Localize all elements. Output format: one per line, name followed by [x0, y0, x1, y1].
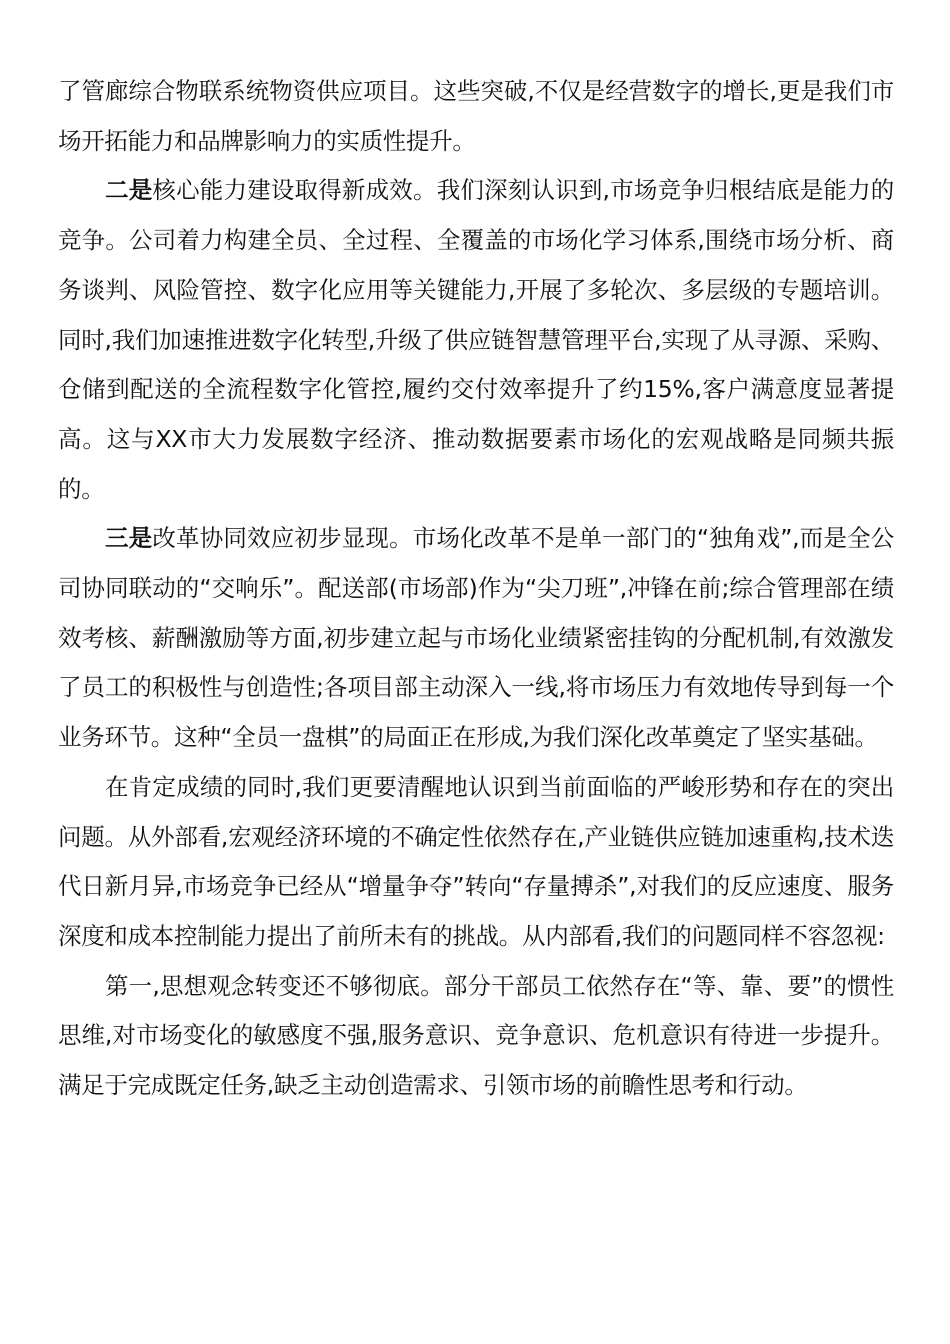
- paragraph-text: 核心能力建设取得新成效。我们深刻认识到,市场竞争归根结底是能力的竞争。公司着力构建全员、全过程、全覆盖的市场化学习体系,围绕市场分析、商务谈判、风险管控、数字化应用等关键能力,开展了多轮次、多层级的专题培训。同时,我们加速推进数字化转型,升级了供应链智慧管理平台,实现了从寻源、采购、仓储到配送的全流程数字化管控,履约交付效率提升了约15%,客户满意度显著提高。这与XX市大力发展数字经济、推动数据要素市场化的宏观战略是同频共振的。: [58, 176, 894, 503]
- document-body: [58, 67, 894, 1111]
- paragraph-challenges: [58, 763, 894, 962]
- paragraph-text: 改革协同效应初步显现。市场化改革不是单一部门的“独角戏”,而是全公司协同联动的“交响乐”。配送部(市场部)作为“尖刀班”,冲锋在前;综合管理部在绩效考核、薪酬激励等方面,初步建立起与市场化业绩紧密挂钩的分配机制,有效激发了员工的积极性与创造性;各项目部主动深入一线,将市场压力有效地传导到每一个业务环节。这种“全员一盘棋”的局面正在形成,为我们深化改革奠定了坚实基础。: [58, 524, 894, 752]
- paragraph-reform-synergy: [58, 514, 894, 763]
- paragraph-core-capability: [58, 166, 894, 514]
- paragraph-market-breakthrough: [58, 67, 894, 166]
- paragraph-lead-bold: 三是: [105, 524, 153, 553]
- paragraph-text: 在肯定成绩的同时,我们更要清醒地认识到当前面临的严峻形势和存在的突出问题。从外部看,宏观经济环境的不确定性依然存在,产业链供应链加速重构,技术迭代日新月异,市场竞争已经从“增量争夺”转向“存量搏杀”,对我们的反应速度、服务深度和成本控制能力提出了前所未有的挑战。从内部看,我们的问题同样不容忽视:: [58, 772, 894, 950]
- paragraph-lead-bold: 二是: [105, 176, 153, 205]
- paragraph-text: 第一,思想观念转变还不够彻底。部分干部员工依然存在“等、靠、要”的惯性思维,对市场变化的敏感度不强,服务意识、竞争意识、危机意识有待进一步提升。满足于完成既定任务,缺乏主动创造需求、引领市场的前瞻性思考和行动。: [58, 971, 894, 1100]
- paragraph-first-issue: [58, 962, 894, 1111]
- paragraph-text: 了管廊综合物联系统物资供应项目。这些突破,不仅是经营数字的增长,更是我们市场开拓能力和品牌影响力的实质性提升。: [58, 77, 894, 155]
